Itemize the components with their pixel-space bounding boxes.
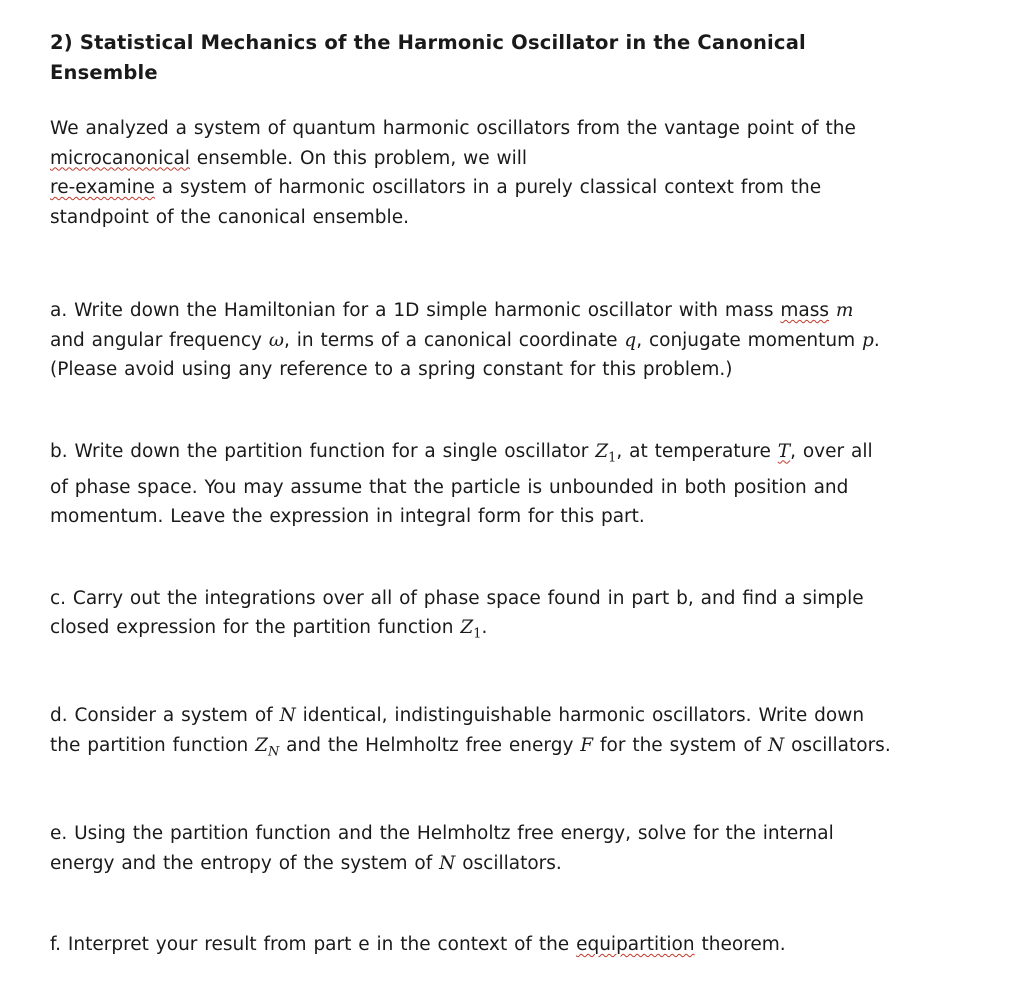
text-line <box>50 613 1000 649</box>
text-line <box>50 731 1000 767</box>
math-symbol: T <box>777 440 791 462</box>
problem-title <box>50 28 1000 88</box>
text-run: oscillators. <box>784 734 891 756</box>
text-run: , in terms of a canonical coordinate <box>283 329 625 351</box>
text-line: momentum. Leave the expression in integral form for this part. <box>50 506 645 528</box>
math-symbol <box>595 440 617 466</box>
text-run: , at temperature <box>616 440 778 462</box>
text-line: We analyzed a system of quantum harmonic oscillators from the vantage point of the <box>50 118 856 139</box>
document-page <box>50 28 1000 960</box>
text-run: energy and the entropy of the system of <box>50 852 440 874</box>
text-line <box>50 849 1000 879</box>
text-run: b. Write down the partition function for a single oscillator <box>50 440 596 462</box>
math-symbol: N <box>279 705 296 727</box>
spellcheck-word: microcanonical <box>50 147 190 169</box>
math-symbol: N <box>439 852 456 874</box>
text-line <box>50 437 1000 473</box>
text-run: theorem. <box>694 934 786 956</box>
text-run <box>829 300 836 321</box>
text-run: and the Helmholtz free energy <box>279 734 581 756</box>
text-line <box>50 701 1000 731</box>
text-line <box>50 930 1000 960</box>
part-e-paragraph <box>50 819 1000 878</box>
text-line <box>50 326 1000 356</box>
text-run: the partition function <box>50 734 256 756</box>
text-line <box>50 144 1000 174</box>
text-line <box>50 296 1000 326</box>
title-line: 2) Statistical Mechanics of the Harmonic Oscillator in the Canonical <box>50 31 806 54</box>
title-line: Ensemble <box>50 61 158 84</box>
spellcheck-word: equipartition <box>576 934 695 956</box>
math-subscript: 1 <box>608 450 617 466</box>
text-run: , over all <box>790 440 873 462</box>
math-symbol: m <box>835 300 854 321</box>
spellcheck-word: re-examine <box>50 177 155 198</box>
math-letter: Z <box>460 617 474 639</box>
text-run: for the system of <box>593 734 769 756</box>
math-symbol: ω <box>268 329 284 351</box>
text-line: (Please avoid using any reference to a spring constant for this problem.) <box>50 359 733 380</box>
math-symbol: p <box>861 329 874 351</box>
math-symbol: F <box>580 734 594 756</box>
text-run: closed expression for the partition function <box>50 617 461 639</box>
text-run: , conjugate momentum <box>636 329 862 351</box>
part-d-paragraph <box>50 701 1000 767</box>
part-b-paragraph <box>50 437 1000 532</box>
text-run: d. Consider a system of <box>50 705 280 727</box>
text-run: a system of harmonic oscillators in a purely classical context from the <box>154 177 822 198</box>
text-run: . <box>481 617 488 639</box>
text-run: oscillators. <box>455 852 562 874</box>
text-line: e. Using the partition function and the Helmholtz free energy, solve for the internal <box>50 823 834 845</box>
math-subscript: N <box>267 744 280 760</box>
text-run: f. Interpret your result from part e in the context of the <box>50 934 577 956</box>
spellcheck-word: mass <box>780 300 829 321</box>
part-f-paragraph <box>50 930 1000 960</box>
text-line <box>50 173 1000 203</box>
math-subscript: 1 <box>473 626 482 642</box>
text-run: ensemble. On this problem, we will <box>189 147 528 169</box>
math-symbol <box>255 734 280 760</box>
text-run: a. Write down the Hamiltonian for a 1D simple harmonic oscillator with mass <box>50 300 781 321</box>
math-letter: Z <box>255 734 268 756</box>
text-line: standpoint of the canonical ensemble. <box>50 206 409 228</box>
text-run: . <box>873 329 880 351</box>
text-line: of phase space. You may assume that the particle is unbounded in both position and <box>50 476 849 498</box>
math-symbol: N <box>768 734 785 756</box>
part-a-paragraph <box>50 296 1000 385</box>
math-symbol: q <box>624 329 637 351</box>
intro-paragraph <box>50 114 1000 232</box>
text-run: and angular frequency <box>50 329 269 351</box>
part-c-paragraph <box>50 584 1000 650</box>
text-run: identical, indistinguishable harmonic oscillators. Write down <box>295 705 865 727</box>
text-line: c. Carry out the integrations over all of phase space found in part b, and find a simple <box>50 587 864 609</box>
math-letter: Z <box>595 440 609 462</box>
math-symbol <box>460 617 482 642</box>
